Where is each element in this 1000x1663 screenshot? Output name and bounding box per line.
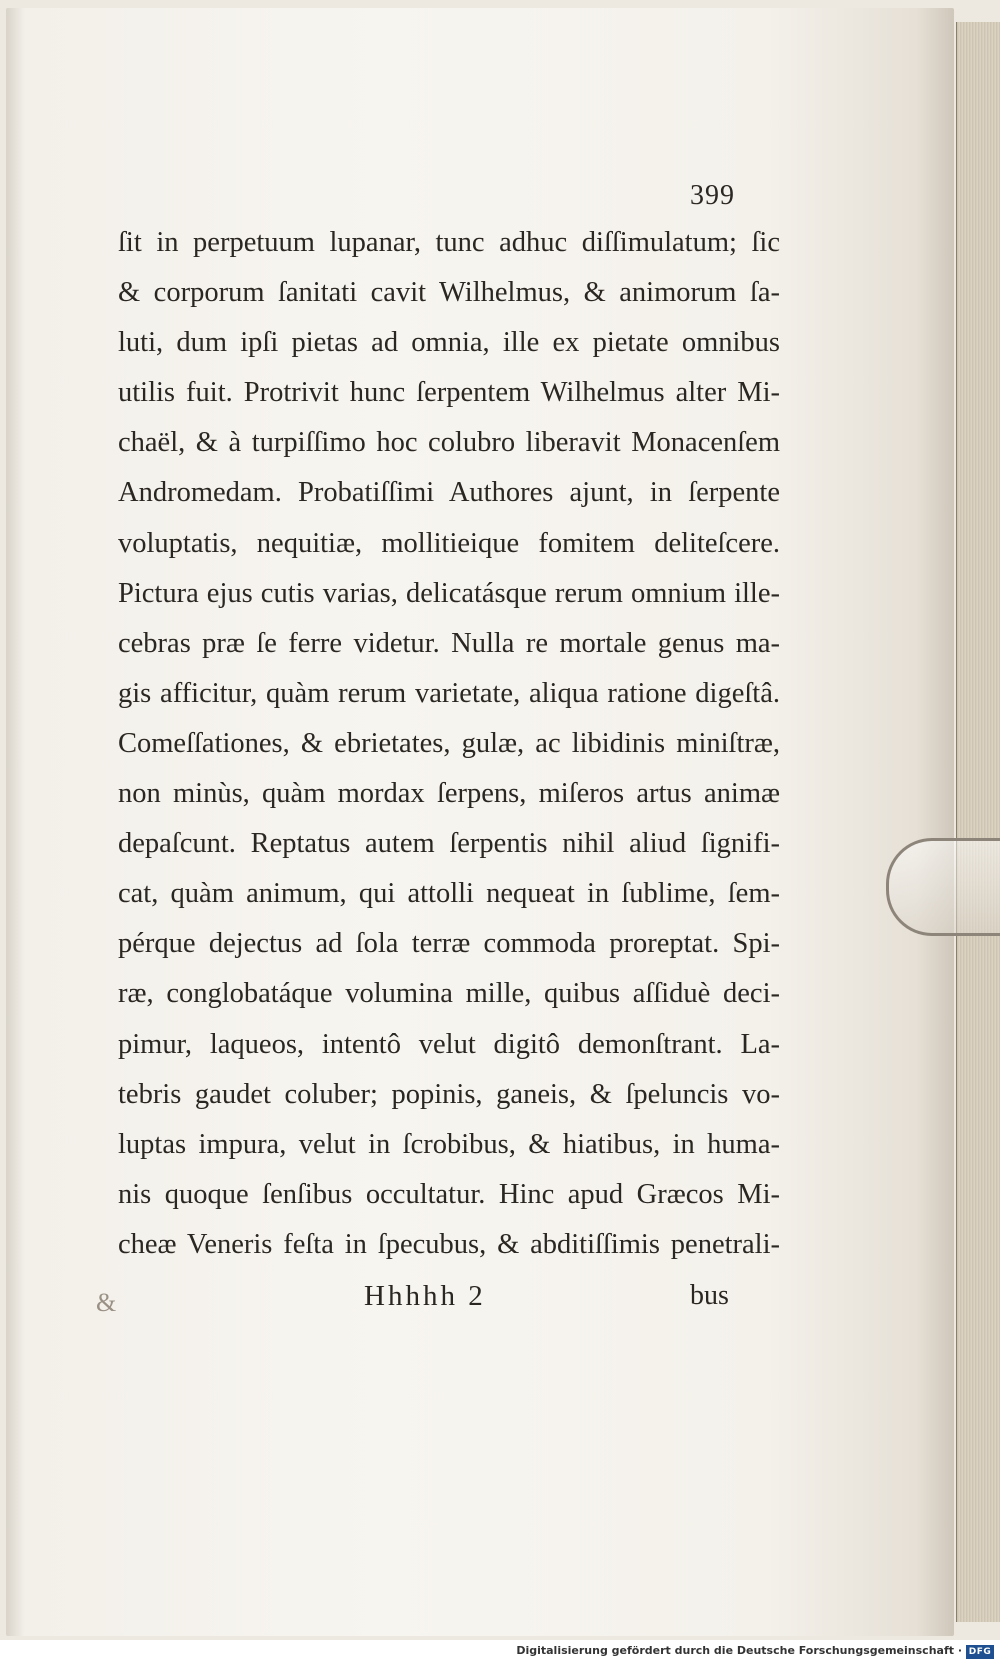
body-text	[118, 218, 780, 1270]
page-number: 399	[690, 180, 735, 211]
text-line: luti, dum ipſi pietas ad omnia, ille ex pietate omnibus	[118, 327, 780, 359]
footer-bar	[0, 1641, 1000, 1663]
text-line: tebris gaudet coluber; popinis, ganeis, & ſpeluncis vo-	[118, 1078, 780, 1110]
text-line: nis quoque ſenſibus occultatur. Hinc apud Græcos Mi-	[118, 1178, 780, 1210]
text-line: depaſcunt. Reptatus autem ſerpentis nihil aliud ſignifi-	[118, 828, 780, 860]
text-line: cebras præ ſe ferre videtur. Nulla re mortale genus ma-	[118, 627, 780, 659]
text-line: chaël, & à turpiſſimo hoc colubro liberavit Monacenſem	[118, 427, 780, 459]
footer-credit: Digitalisierung gefördert durch die Deutsche Forschungsgemeinschaft ·	[516, 1644, 962, 1657]
text-line: gis afficitur, quàm rerum varietate, aliqua ratione digeſtâ.	[118, 677, 780, 709]
text-line: Pictura ejus cutis varias, delicatásque rerum omnium ille-	[118, 577, 780, 609]
text-line: ſit in perpetuum lupanar, tunc adhuc diſſimulatum; ſic	[118, 227, 780, 258]
signature: Hhhhh 2	[364, 1280, 486, 1312]
text-line: ræ, conglobatáque volumina mille, quibus aſſiduè deci-	[118, 978, 780, 1010]
text-line: voluptatis, nequitiæ, mollitieique fomitem deliteſcere.	[118, 527, 780, 559]
page-clip	[886, 838, 1000, 936]
text-line: luptas impura, velut in ſcrobibus, & hiatibus, in huma-	[118, 1128, 780, 1160]
signature-mark: &	[96, 1288, 117, 1317]
page-edges	[956, 22, 1000, 1622]
text-line: Comeſſationes, & ebrietates, gulæ, ac libidinis miniſtræ,	[118, 727, 780, 759]
text-line: utilis fuit. Protrivit hunc ſerpentem Wilhelmus alter Mi-	[118, 377, 780, 409]
text-line: Andromedam. Probatiſſimi Authores ajunt, in ſerpente	[118, 477, 780, 509]
catchword: bus	[690, 1280, 729, 1311]
dfg-logo: DFG	[966, 1645, 994, 1659]
text-line: pimur, laqueos, intentô velut digitô demonſtrant. La-	[118, 1028, 780, 1060]
text-line: pérque dejectus ad ſola terræ commoda proreptat. Spi-	[118, 928, 780, 960]
text-line: cat, quàm animum, qui attolli nequeat in ſublime, ſem-	[118, 878, 780, 910]
text-line: non minùs, quàm mordax ſerpens, miſeros artus animæ	[118, 778, 780, 810]
text-line: cheæ Veneris feſta in ſpecubus, & abditiſſimis penetrali-	[118, 1228, 780, 1260]
text-line: & corporum ſanitati cavit Wilhelmus, & animorum ſa-	[118, 277, 780, 309]
